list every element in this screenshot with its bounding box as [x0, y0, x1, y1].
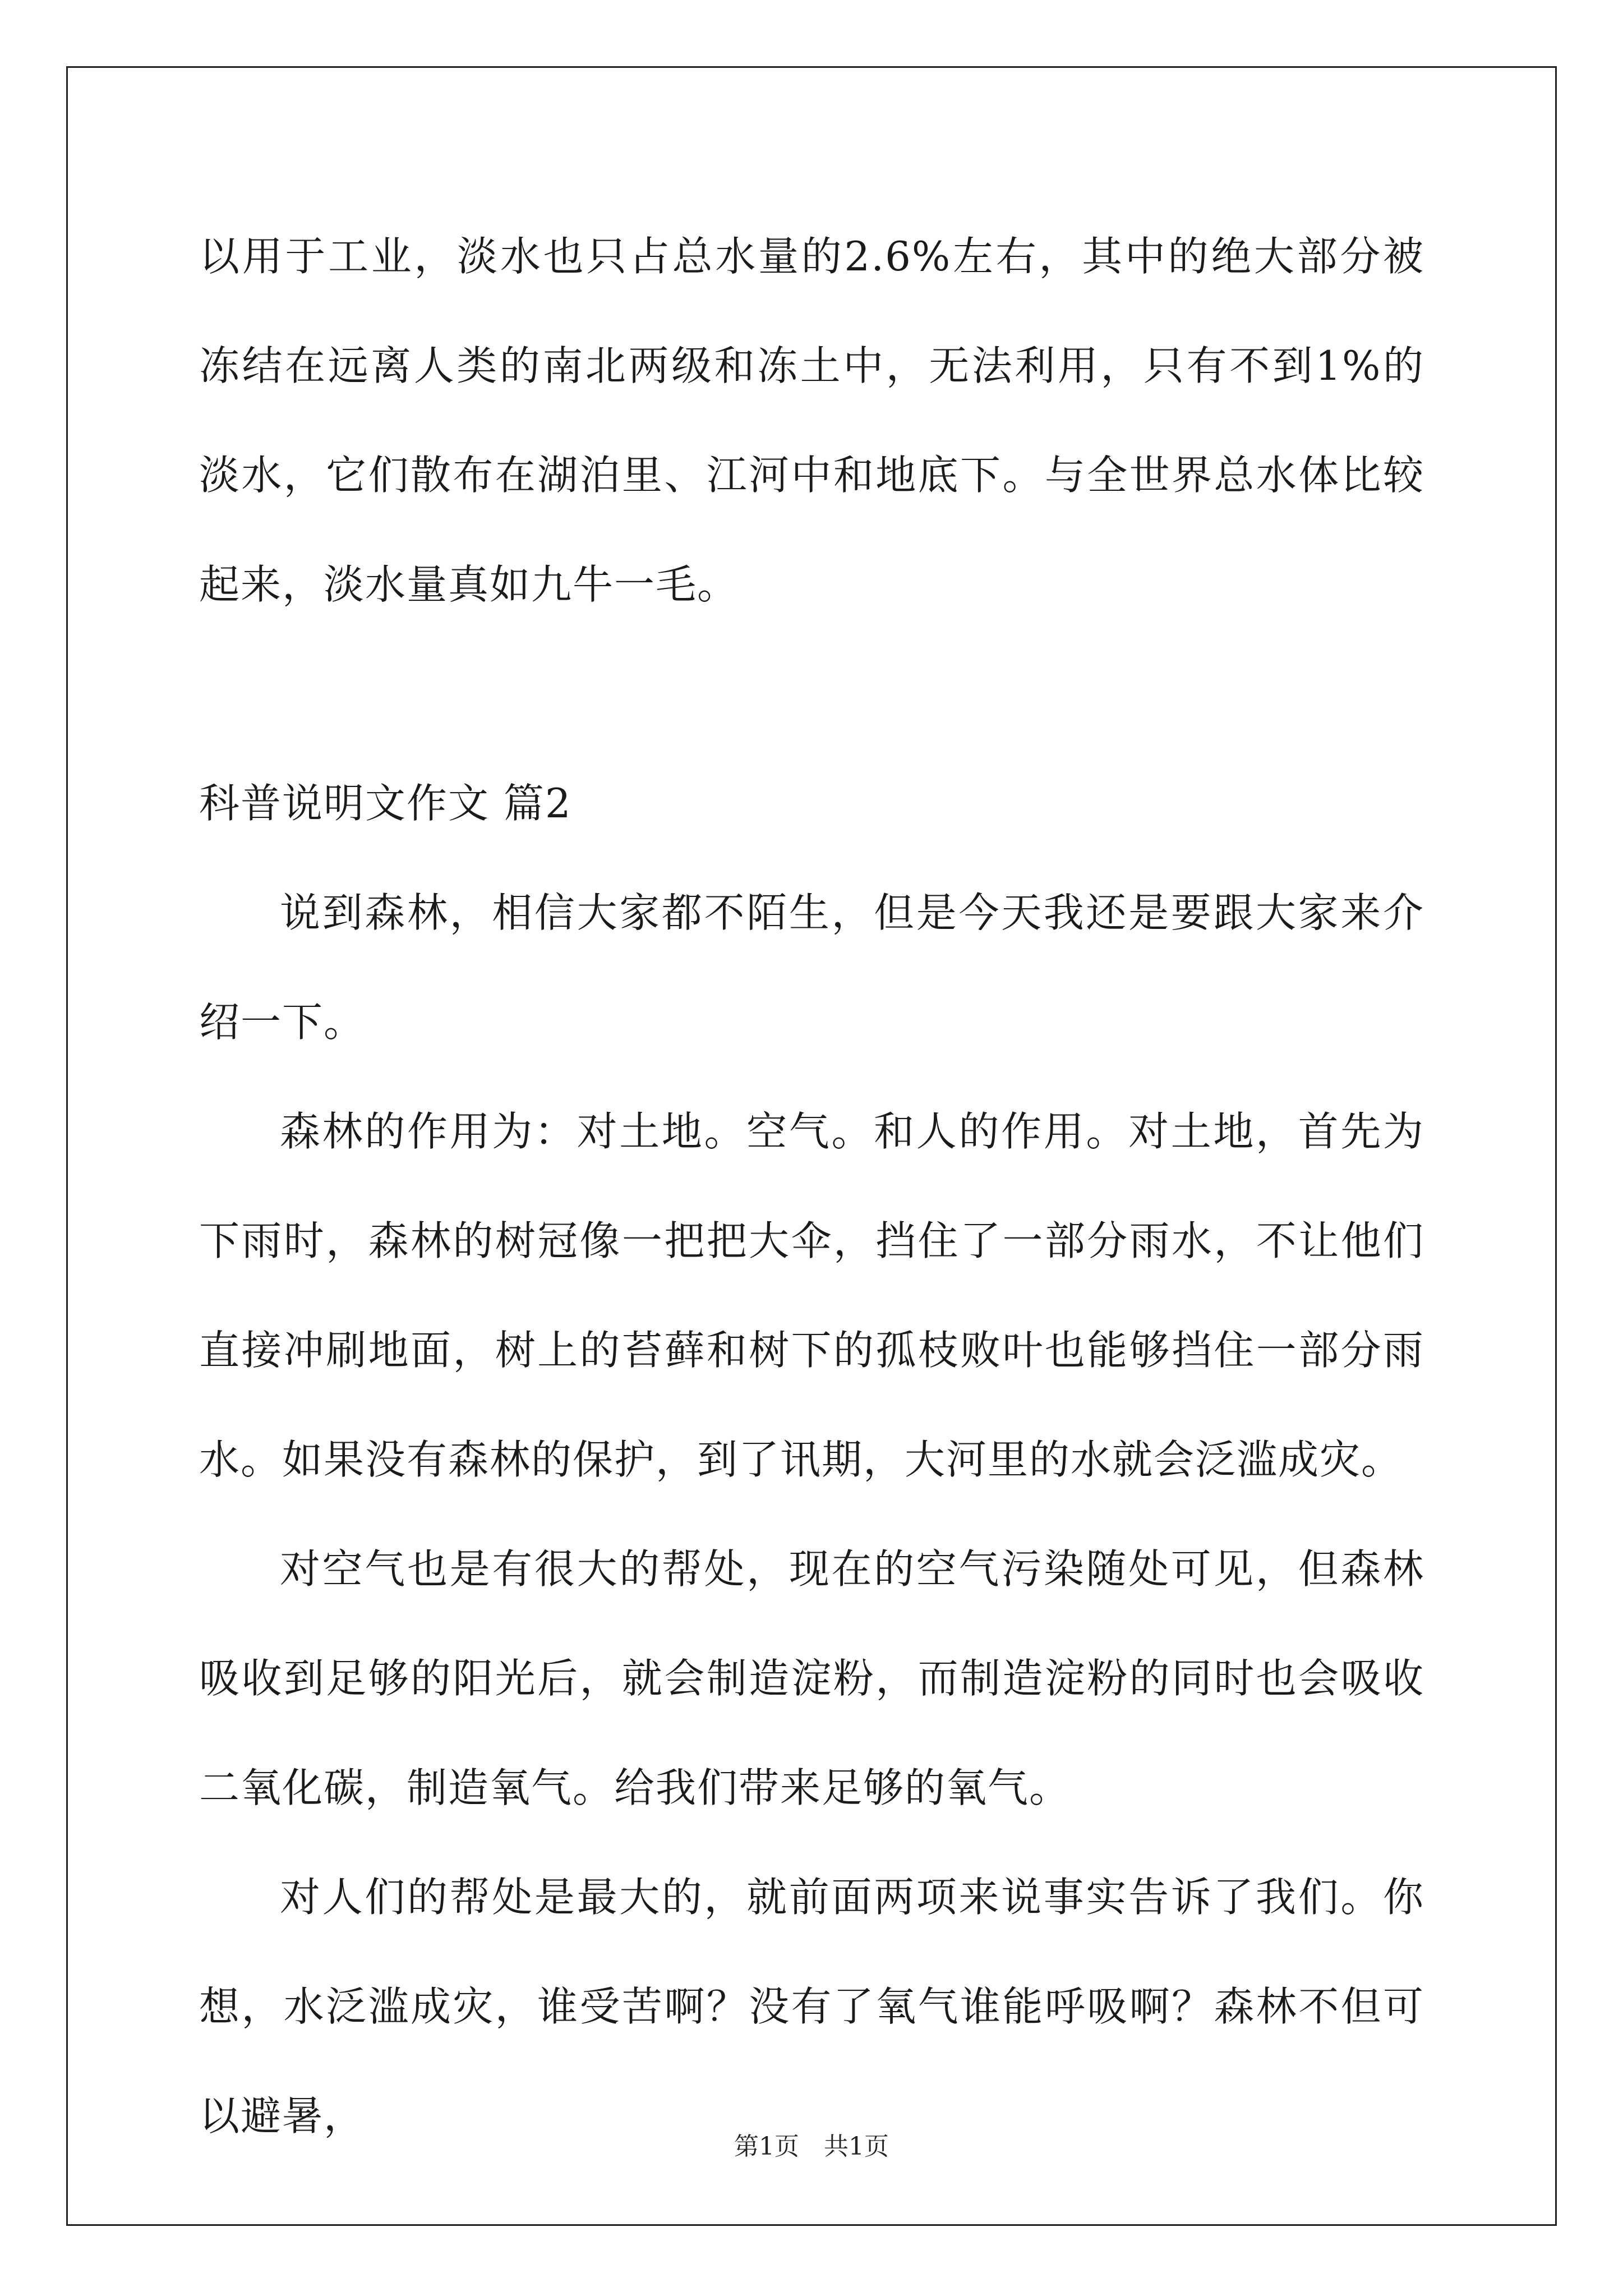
paragraph: 对空气也是有很大的帮处，现在的空气污染随处可见，但森林吸收到足够的阳光后，就会制造淀粉，而制造淀粉的同时也会吸收二氧化碳，制造氧气。给我们带来足够的氧气。 [199, 1545, 1424, 1811]
paragraph: 森林的作用为：对土地。空气。和人的作用。对土地，首先为下雨时，森林的树冠像一把把大伞，挡住了一部分雨水，不让他们直接冲刷地面，树上的苔藓和树下的孤枝败叶也能够挡住一部分雨水。如果没有森林的保护，到了讯期，大河里的水就会泛滥成灾。 [199, 1108, 1424, 1483]
paragraph: 说到森林，相信大家都不陌生，但是今天我还是要跟大家来介绍一下。 [199, 889, 1424, 1046]
paragraph-continued: 以用于工业，淡水也只占总水量的2.6%左右，其中的绝大部分被冻结在远离人类的南北两级和冻土中，无法利用，只有不到1%的淡水，它们散布在湖泊里、江河中和地底下。与全世界总水体比较起来，淡水量真如九牛一毛。 [199, 233, 1424, 608]
paragraph: 对人们的帮处是最大的，就前面两项来说事实告诉了我们。你想，水泛滥成灾，谁受苦啊？没有了氧气谁能呼吸啊？森林不但可以避暑， [199, 1874, 1424, 2139]
document-body [199, 202, 1424, 2171]
section-title: 科普说明文作文 篇2 [199, 780, 572, 827]
page-footer: 第1页 共1页 [734, 2132, 889, 2161]
